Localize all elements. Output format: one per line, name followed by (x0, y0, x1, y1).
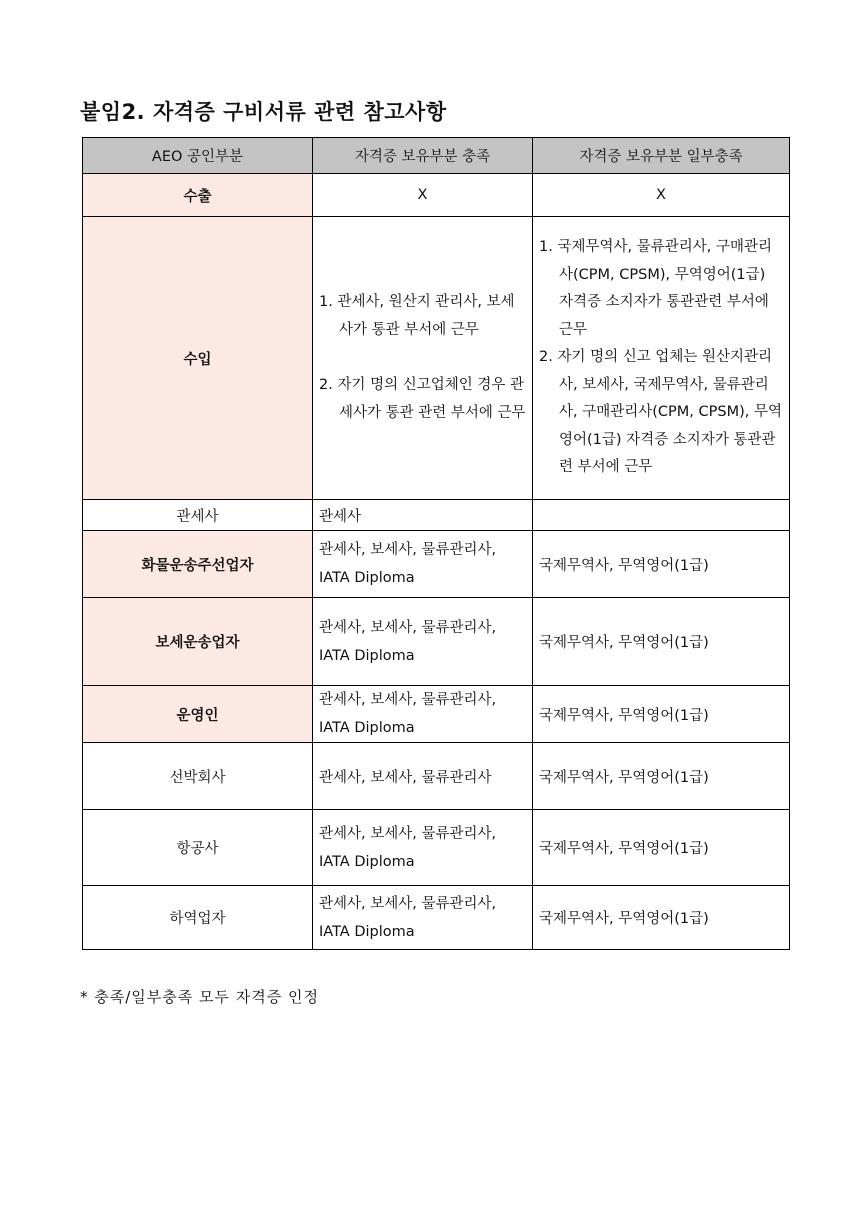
row-partial: 국제무역사, 무역영어(1급) (533, 686, 790, 743)
table-row (83, 500, 790, 531)
row-category: 수입 (83, 217, 313, 500)
list-item: 1. 관세사, 원산지 관리사, 보세사가 통관 부서에 근무 (319, 294, 515, 338)
row-full: 관세사 (313, 500, 533, 531)
table-row (83, 810, 790, 886)
row-category: 선박회사 (83, 743, 313, 810)
row-full: 관세사, 보세사, 물류관리사, IATA Diploma (313, 810, 533, 886)
row-full: 관세사, 보세사, 물류관리사, IATA Diploma (313, 686, 533, 743)
table-header-row (83, 138, 790, 174)
row-partial: 국제무역사, 무역영어(1급) (533, 810, 790, 886)
list-item: 2. 자기 명의 신고업체인 경우 관세사가 통관 관련 부서에 근무 (319, 377, 526, 421)
row-category: 하역업자 (83, 886, 313, 950)
partial-requirement-list (539, 234, 783, 482)
table-row (83, 531, 790, 598)
row-partial: 국제무역사, 무역영어(1급) (533, 531, 790, 598)
row-full: 관세사, 보세사, 물류관리사, IATA Diploma (313, 886, 533, 950)
header-full-satisfaction: 자격증 보유부분 충족 (313, 138, 533, 174)
row-partial: 국제무역사, 무역영어(1급) (533, 743, 790, 810)
table-row (83, 174, 790, 217)
table-row (83, 598, 790, 686)
full-requirement-list (319, 289, 526, 427)
row-full: 관세사, 보세사, 물류관리사, IATA Diploma (313, 598, 533, 686)
row-full (313, 217, 533, 500)
footnote: * 충족/일부충족 모두 자격증 인정 (80, 988, 319, 1006)
list-item: 2. 자기 명의 신고 업체는 원산지관리사, 보세사, 국제무역사, 물류관리사, 구매관리사(CPM, CPSM), 무역영어(1급) 자격증 소지자가 통관관련 부서에 근무 (539, 349, 782, 476)
certificate-reference-table (82, 137, 790, 950)
row-full: X (313, 174, 533, 217)
list-spacer (319, 344, 526, 372)
row-category: 운영인 (83, 686, 313, 743)
row-partial: 국제무역사, 무역영어(1급) (533, 598, 790, 686)
row-partial (533, 217, 790, 500)
list-item: 1. 국제무역사, 물류관리사, 구매관리사(CPM, CPSM), 무역영어(1급) 자격증 소지자가 통관관련 부서에 근무 (539, 239, 772, 338)
row-partial (533, 500, 790, 531)
row-full: 관세사, 보세사, 물류관리사 (313, 743, 533, 810)
row-category: 항공사 (83, 810, 313, 886)
table-row (83, 743, 790, 810)
row-partial: 국제무역사, 무역영어(1급) (533, 886, 790, 950)
table-row (83, 217, 790, 500)
row-category: 관세사 (83, 500, 313, 531)
table-row (83, 686, 790, 743)
row-category: 보세운송업자 (83, 598, 313, 686)
header-partial-satisfaction: 자격증 보유부분 일부충족 (533, 138, 790, 174)
table-row (83, 886, 790, 950)
row-full: 관세사, 보세사, 물류관리사, IATA Diploma (313, 531, 533, 598)
page-title: 붙임2. 자격증 구비서류 관련 참고사항 (80, 100, 447, 124)
row-category: 화물운송주선업자 (83, 531, 313, 598)
header-aeo-category: AEO 공인부분 (83, 138, 313, 174)
row-category: 수출 (83, 174, 313, 217)
row-partial: X (533, 174, 790, 217)
